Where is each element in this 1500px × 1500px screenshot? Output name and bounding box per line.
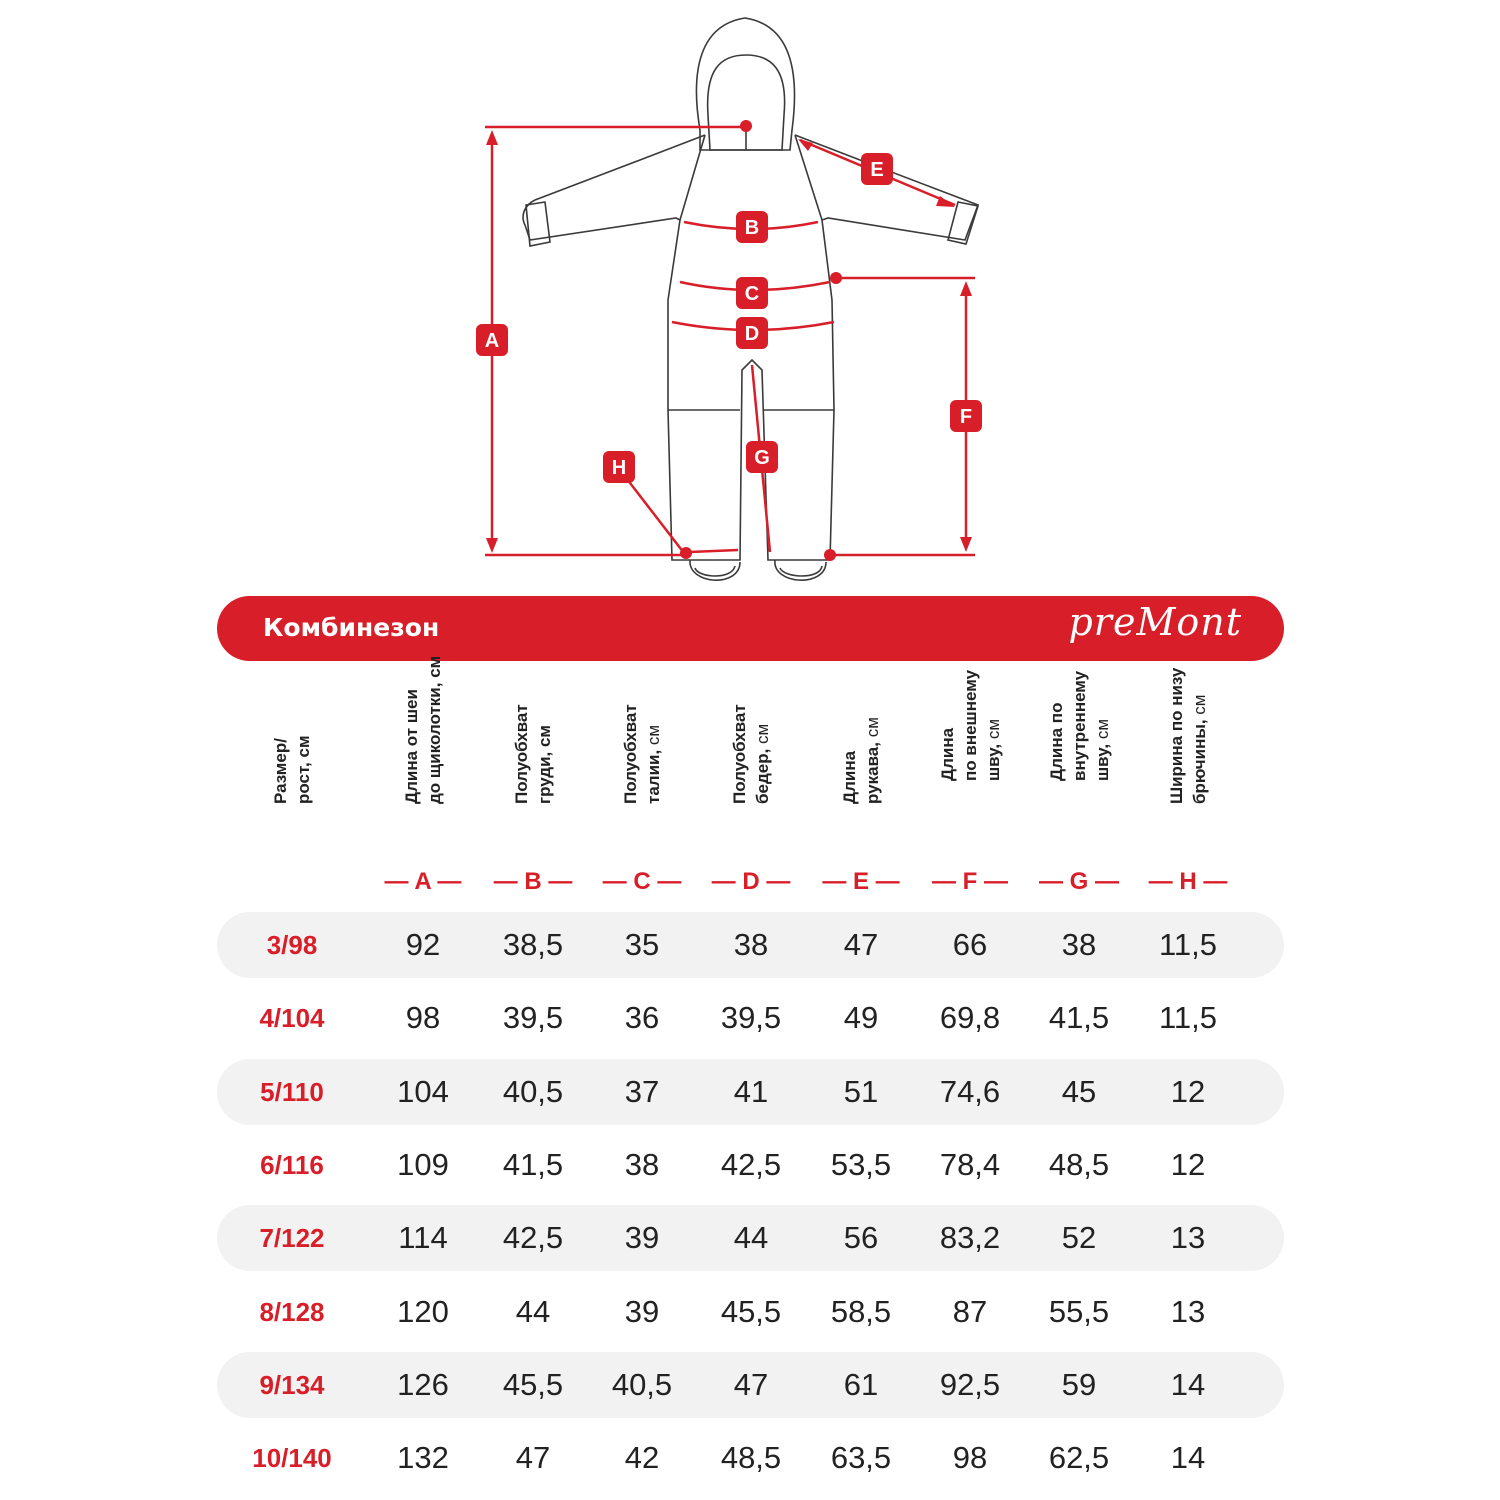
size-cell: 8/128	[259, 1297, 325, 1327]
brand-logo: preMont	[1068, 600, 1242, 644]
value-cell: 87	[952, 1294, 988, 1329]
column-header-line: рост, см	[294, 735, 313, 804]
measurement-letter: — B —	[493, 868, 573, 895]
value-cell: 38	[1061, 927, 1097, 962]
value-cell: 49	[843, 1000, 879, 1035]
value-cell: 37	[624, 1074, 660, 1109]
table-row	[217, 912, 1284, 978]
product-banner	[217, 596, 1284, 661]
measurement-letter: — A —	[384, 868, 462, 895]
value-cell: 52	[1061, 1220, 1097, 1255]
table-row	[217, 1352, 1284, 1418]
value-cell: 61	[843, 1367, 879, 1402]
label-g: G	[754, 447, 770, 469]
label-badge-c	[736, 277, 768, 309]
column-header-8	[1148, 667, 1228, 850]
value-cell: 104	[397, 1074, 449, 1109]
value-cell: 78,4	[939, 1147, 1001, 1182]
value-cell: 12	[1170, 1147, 1206, 1182]
table-row	[217, 1279, 1284, 1345]
size-cell: 9/134	[259, 1370, 325, 1400]
column-header-line: шву, см	[1092, 718, 1112, 781]
measurement-letter: — H —	[1148, 868, 1228, 895]
label-badge-d	[736, 317, 768, 349]
label-h: H	[611, 457, 627, 479]
column-header-line: до щиколотки, см	[425, 655, 444, 804]
size-cell: 7/122	[259, 1223, 325, 1253]
value-cell: 55,5	[1048, 1294, 1110, 1329]
value-cell: 41,5	[502, 1147, 564, 1182]
column-header-line: Длина	[937, 727, 957, 781]
value-cell: 12	[1170, 1074, 1206, 1109]
garment-measurement-diagram	[0, 0, 1500, 600]
value-cell: 62,5	[1048, 1440, 1110, 1475]
label-badge-e	[861, 153, 893, 185]
column-header-line: рукава, см	[863, 717, 882, 804]
value-cell: 66	[952, 927, 988, 962]
value-cell: 41,5	[1048, 1000, 1110, 1035]
value-cell: 56	[843, 1220, 879, 1255]
column-header-line: бедер, см	[753, 723, 772, 804]
value-cell: 58,5	[830, 1294, 892, 1329]
value-cell: 92	[405, 927, 441, 962]
value-cell: 47	[515, 1440, 551, 1475]
value-cell: 47	[843, 927, 879, 962]
value-cell: 53,5	[830, 1147, 892, 1182]
value-cell: 39,5	[502, 1000, 564, 1035]
table-row	[217, 985, 1284, 1051]
column-header-1	[383, 655, 463, 850]
column-header-line: Полуобхват	[730, 704, 749, 804]
value-cell: 38	[733, 927, 769, 962]
column-header-0	[252, 675, 332, 850]
value-cell: 83,2	[939, 1220, 1001, 1255]
measurement-letter: — C —	[602, 868, 682, 895]
size-cell: 5/110	[260, 1077, 324, 1107]
measurement-letter: — F —	[932, 868, 1008, 895]
value-cell: 44	[515, 1294, 551, 1329]
value-cell: 126	[397, 1367, 449, 1402]
column-header-3	[602, 675, 682, 850]
column-header-line: Длина по	[1046, 702, 1066, 781]
value-cell: 14	[1170, 1367, 1206, 1402]
label-badge-g	[746, 441, 778, 473]
value-cell: 51	[843, 1074, 879, 1109]
measurement-letter: — E —	[822, 868, 900, 895]
size-cell: 10/140	[252, 1443, 332, 1473]
value-cell: 48,5	[1048, 1147, 1110, 1182]
value-cell: 114	[398, 1220, 448, 1255]
value-cell: 41	[733, 1074, 769, 1109]
label-badge-b	[736, 211, 768, 243]
value-cell: 14	[1170, 1440, 1206, 1475]
column-header-line: по внешнему	[960, 669, 980, 781]
value-cell: 39,5	[720, 1000, 782, 1035]
measurement-letter: — D —	[711, 868, 791, 895]
table-row	[217, 1132, 1284, 1198]
column-header-line: Полуобхват	[512, 704, 531, 804]
value-cell: 132	[397, 1440, 449, 1475]
column-header-line: шву, см	[983, 718, 1003, 781]
column-header-line: груди, см	[535, 725, 554, 804]
label-d: D	[744, 323, 760, 345]
value-cell: 120	[397, 1294, 449, 1329]
column-header-line: внутреннему	[1069, 670, 1089, 781]
value-cell: 45	[1061, 1074, 1097, 1109]
column-header-2	[493, 675, 573, 850]
label-c: C	[744, 283, 760, 305]
value-cell: 109	[397, 1147, 449, 1182]
value-cell: 69,8	[939, 1000, 1001, 1035]
value-cell: 35	[624, 927, 660, 962]
value-cell: 92,5	[939, 1367, 1001, 1402]
label-e: E	[870, 159, 884, 181]
product-title: Комбинезон	[263, 613, 440, 642]
column-header-line: Размер/	[271, 738, 290, 804]
value-cell: 38	[624, 1147, 660, 1182]
column-header-4	[711, 675, 791, 850]
value-cell: 36	[624, 1000, 660, 1035]
value-cell: 13	[1170, 1220, 1206, 1255]
value-cell: 42,5	[720, 1147, 782, 1182]
value-cell: 38,5	[502, 927, 564, 962]
value-cell: 47	[733, 1367, 769, 1402]
value-cell: 11,5	[1158, 927, 1218, 962]
value-cell: 42,5	[502, 1220, 564, 1255]
value-cell: 39	[624, 1220, 660, 1255]
size-cell: 4/104	[259, 1003, 325, 1033]
table-row	[217, 1205, 1284, 1271]
label-a: A	[484, 330, 500, 352]
measurement-letter: — G —	[1038, 868, 1119, 895]
value-cell: 39	[624, 1294, 660, 1329]
table-row	[217, 1059, 1284, 1125]
value-cell: 45,5	[720, 1294, 782, 1329]
column-header-5	[821, 675, 901, 850]
size-cell: 6/116	[260, 1150, 324, 1180]
value-cell: 45,5	[502, 1367, 564, 1402]
value-cell: 74,6	[939, 1074, 1001, 1109]
column-header-6	[930, 669, 1010, 850]
value-cell: 59	[1061, 1367, 1097, 1402]
column-header-line: брючины, см	[1190, 694, 1209, 804]
value-cell: 63,5	[830, 1440, 892, 1475]
value-cell: 40,5	[502, 1074, 564, 1109]
table-row	[217, 1425, 1284, 1491]
value-cell: 98	[405, 1000, 441, 1035]
column-header-line: Длина от шеи	[402, 689, 421, 804]
value-cell: 48,5	[720, 1440, 782, 1475]
value-cell: 42	[624, 1440, 660, 1475]
value-cell: 40,5	[611, 1367, 673, 1402]
value-cell: 11,5	[1158, 1000, 1218, 1035]
column-header-line: Ширина по низу	[1167, 667, 1186, 804]
column-header-line: Полуобхват	[621, 704, 640, 804]
label-badge-f	[950, 400, 982, 432]
label-badge-h	[603, 451, 635, 483]
column-header-7	[1039, 670, 1119, 850]
value-cell: 44	[733, 1220, 769, 1255]
column-header-line: талии, см	[644, 724, 663, 804]
label-b: B	[744, 217, 760, 239]
size-cell: 3/98	[266, 930, 318, 960]
value-cell: 98	[952, 1440, 988, 1475]
value-cell: 13	[1170, 1294, 1206, 1329]
column-header-line: Длина	[840, 750, 859, 804]
label-badge-a	[476, 324, 508, 356]
label-f: F	[959, 406, 973, 428]
